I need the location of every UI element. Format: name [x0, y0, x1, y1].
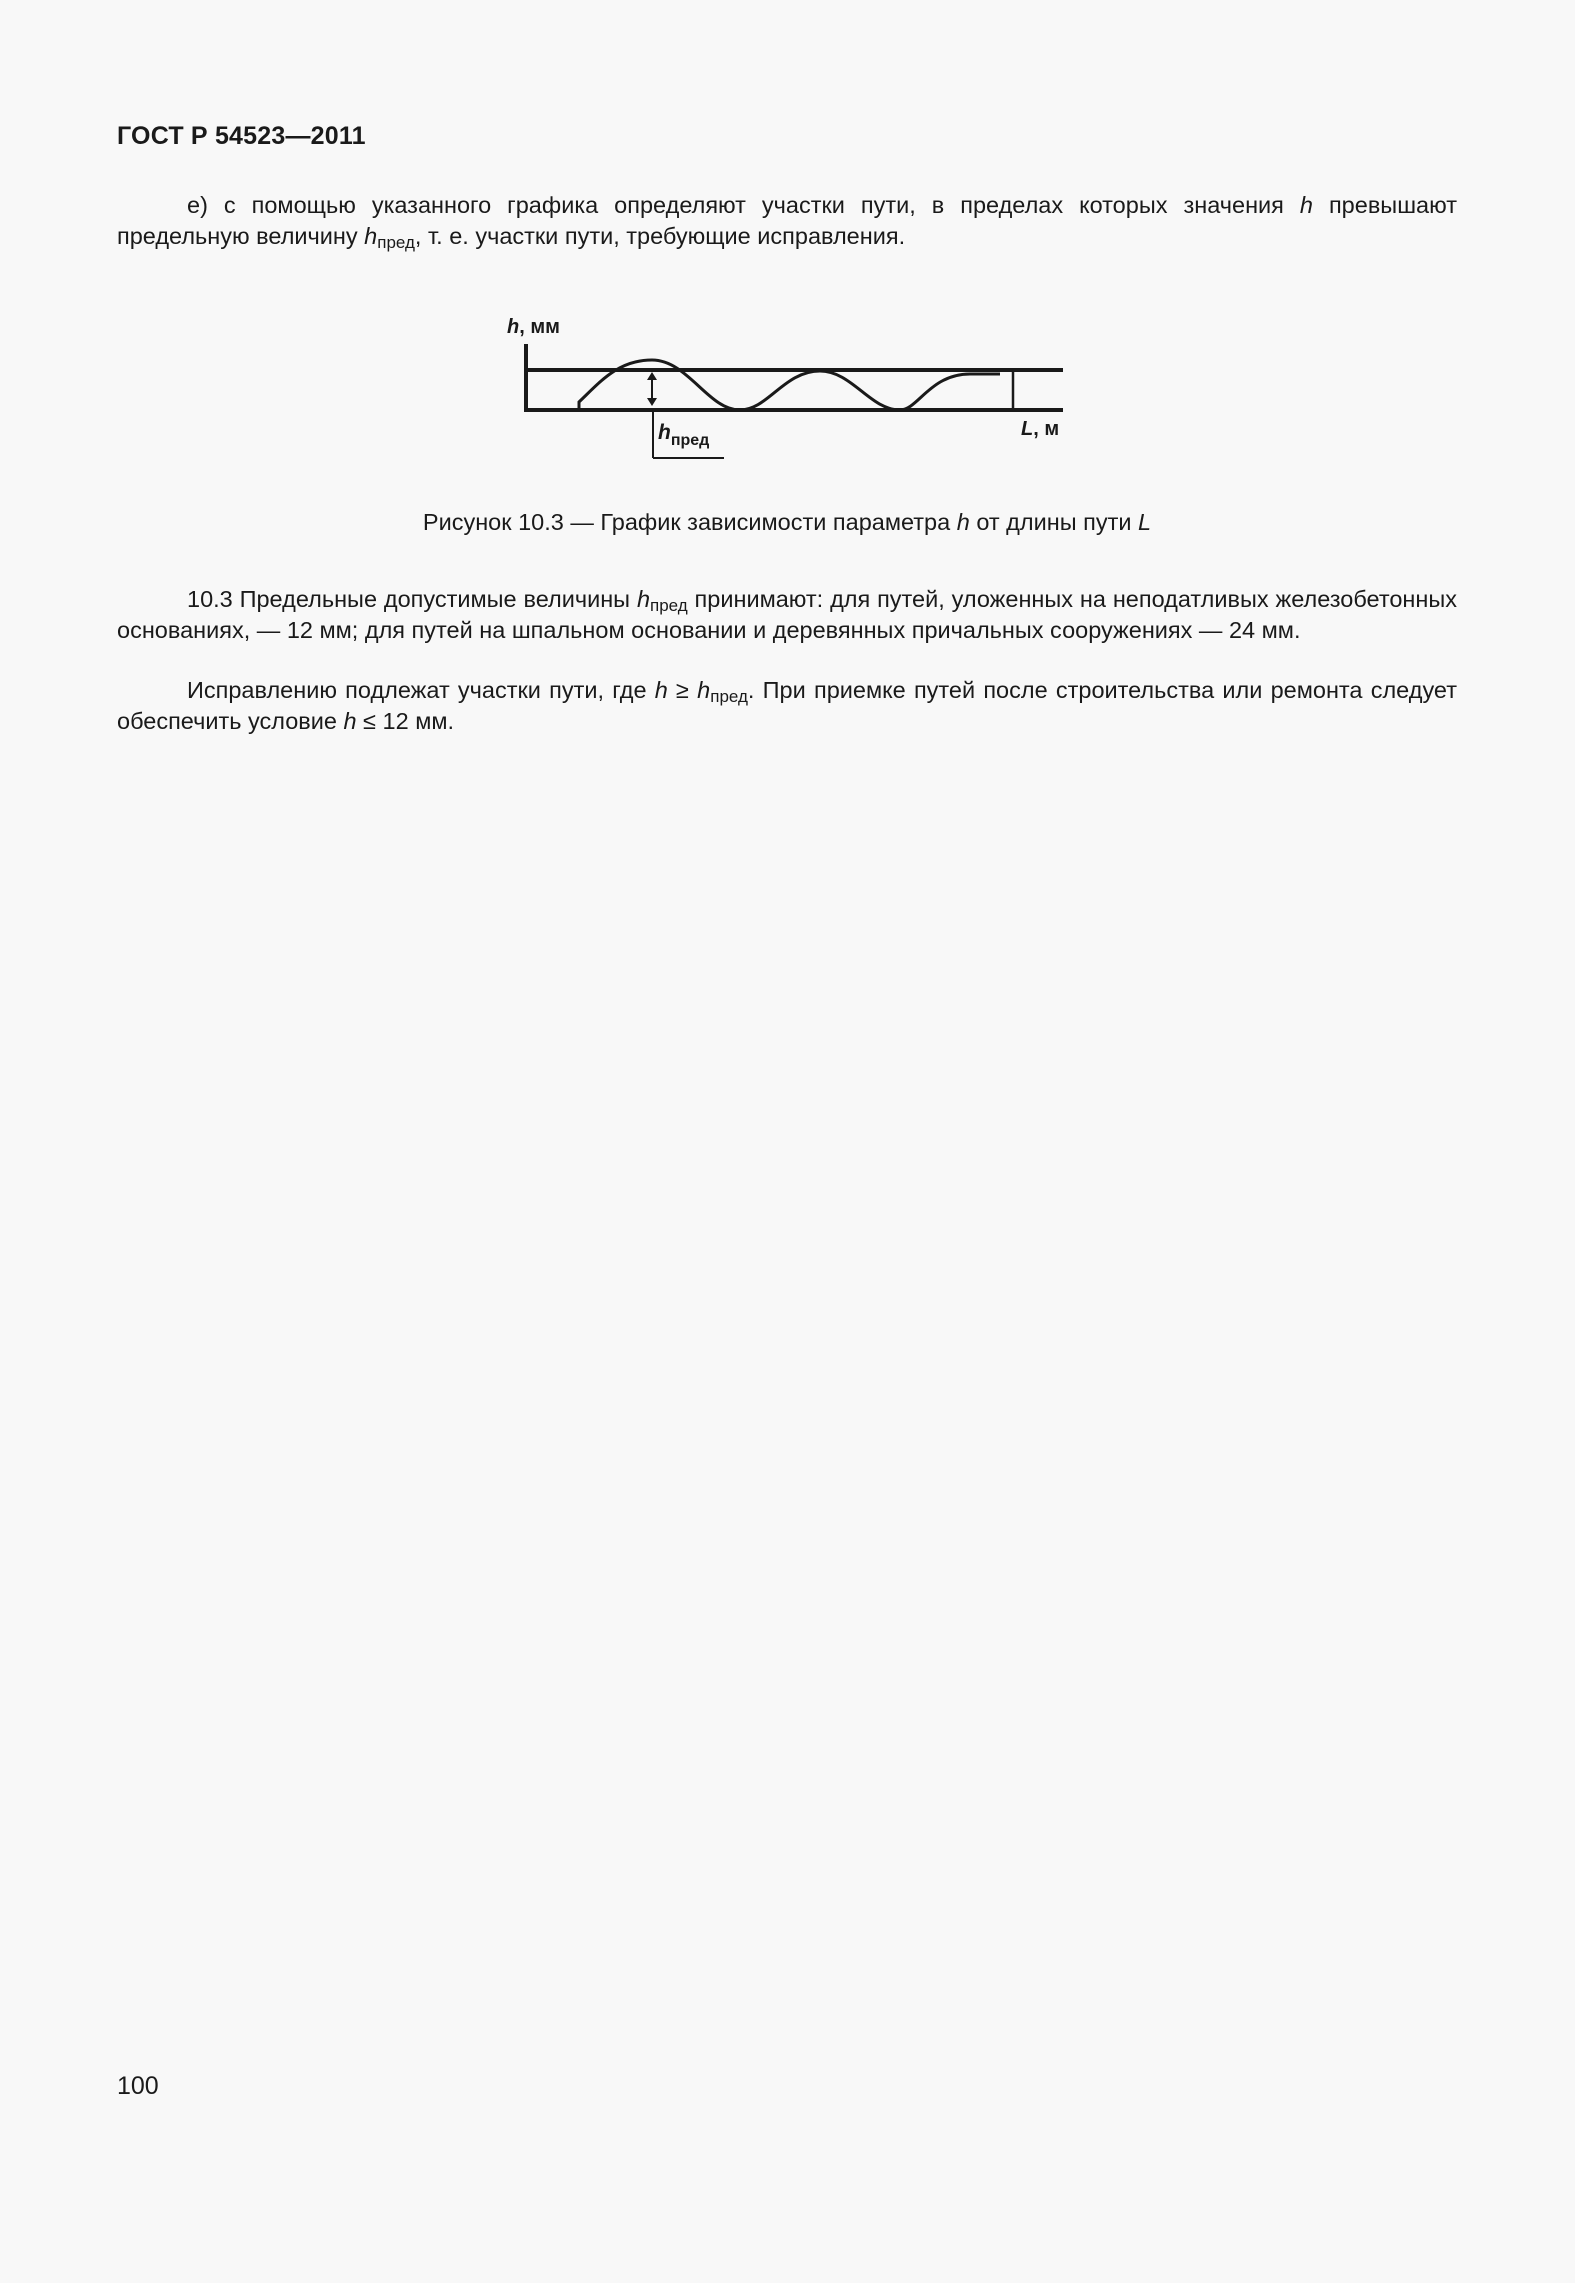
caption-var-l: L [1138, 509, 1152, 535]
para-e-text-3: , т. е. участки пути, требующие исправления. [414, 223, 906, 249]
caption-text-1: Рисунок 10.3 — График зависимости параметра [422, 509, 957, 535]
para-10-3-text-2: принимают: для путей, уложенных на неподатливых железобетонных основаниях, — 12 мм; для путей на шпальном основании и деревянных причальных сооружениях — 24 мм. [117, 586, 1457, 643]
x-axis-label: L, м [1021, 418, 1060, 440]
figure-caption [117, 509, 1457, 536]
para-fix-text-3: . При приемке путей после строительства или ремонта следует обеспечить условие [117, 677, 1457, 734]
para-e-var-h: h [1299, 192, 1313, 218]
para-e-text-1: е) с помощью указанного графика определяют участки пути, в пределах которых значения [187, 192, 1300, 218]
para-fix-h1: h [654, 677, 668, 703]
para-10-3-text-1: 10.3 Предельные допустимые величины [187, 586, 637, 612]
page-number: 100 [117, 2072, 159, 2100]
para-fix-text-1: Исправлению подлежат участки пути, где [187, 677, 655, 703]
para-fix-text-2: ≥ [667, 677, 698, 703]
figure-diagram [500, 306, 1080, 466]
y-axis-label: h, мм [507, 316, 560, 338]
para-e-h-pred: h [364, 223, 378, 249]
h-pred-arrow-top [647, 372, 657, 380]
caption-text-2: от длины пути [969, 509, 1139, 535]
paragraph-correction [117, 675, 1457, 737]
figure-10-3 [500, 306, 1080, 466]
para-fix-h3: h [343, 708, 357, 734]
para-e-text-2: превышают предельную величину [117, 192, 1457, 249]
h-pred-arrow-bottom [647, 398, 657, 406]
para-10-3-h: h [636, 586, 651, 612]
caption-var-h: h [956, 509, 970, 535]
para-10-3-h-sub: пред [650, 596, 688, 615]
paragraph-10-3 [117, 584, 1457, 646]
para-fix-h2-sub: пред [710, 687, 748, 706]
para-fix-text-4: ≤ 12 мм. [356, 708, 455, 734]
para-e-h-pred-sub: пред [377, 233, 415, 252]
paragraph-e [117, 190, 1457, 252]
h-pred-label: $h_{пред}$ [658, 421, 710, 449]
profile-curve [579, 360, 1000, 410]
para-fix-h2: h [697, 677, 711, 703]
document-header: ГОСТ Р 54523—2011 [117, 122, 366, 150]
